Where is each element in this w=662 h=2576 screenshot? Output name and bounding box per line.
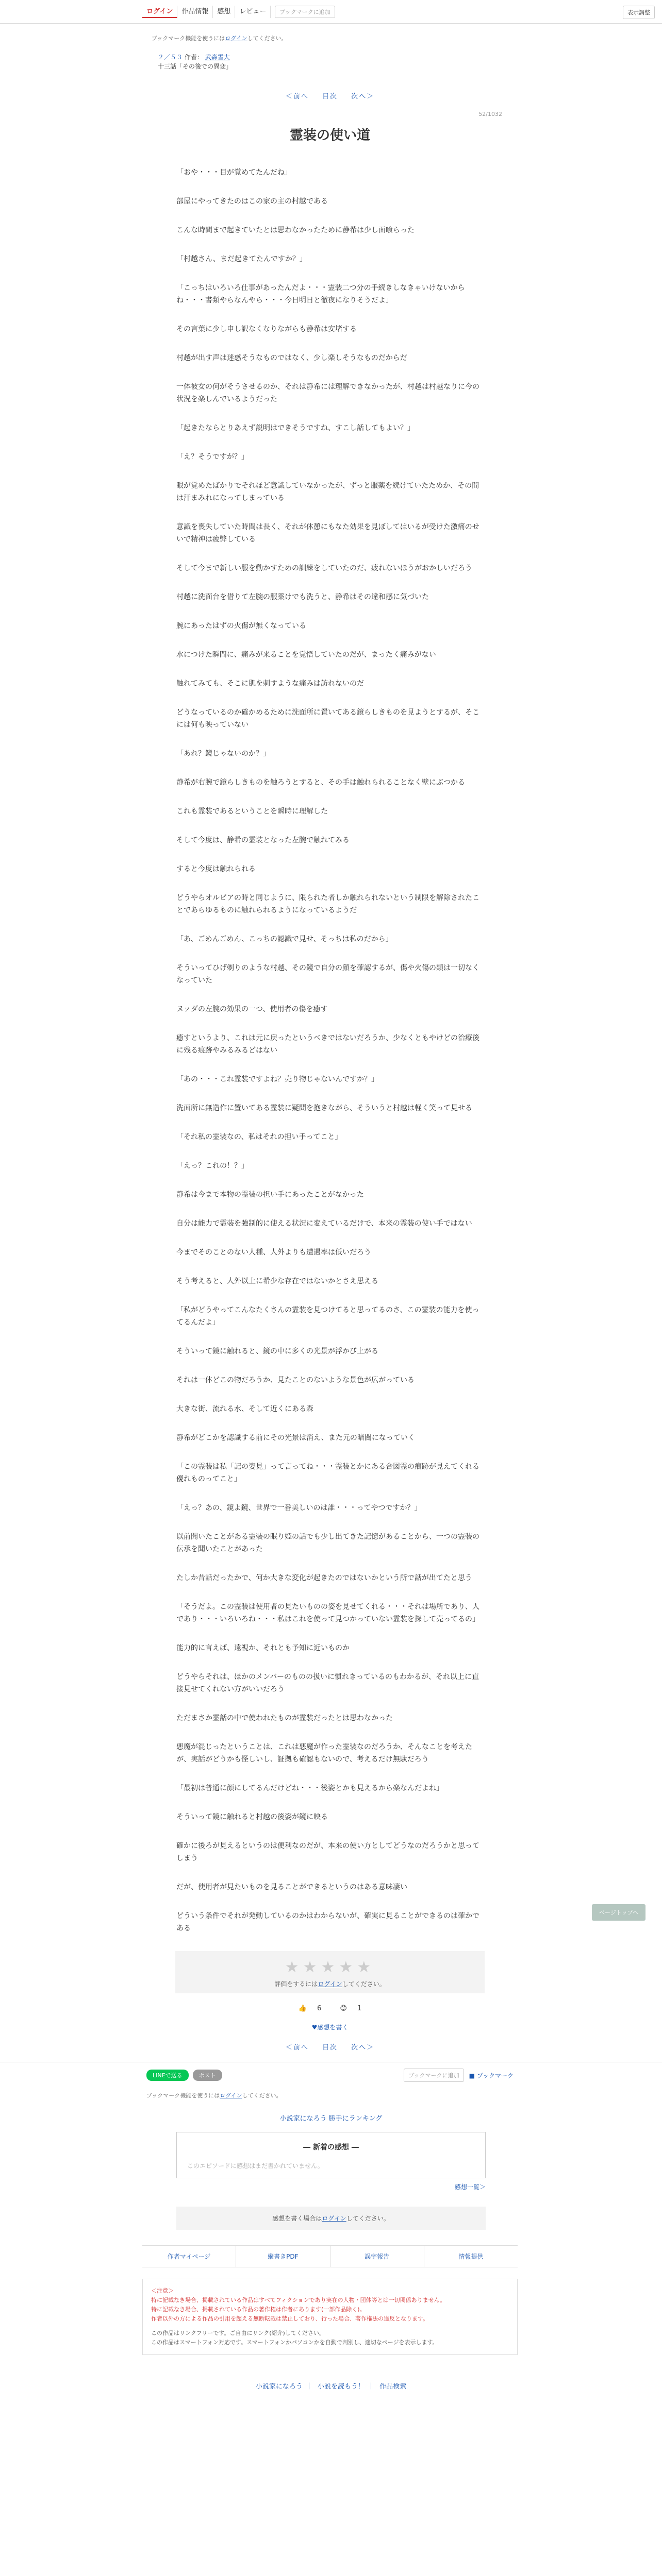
caution-info-2: この作品はスマートフォン対応です。スマートフォンかパソコンかを自動で判別し、適切なページを表示します。	[151, 2339, 438, 2346]
body-paragraph: こんな時間まで起きていたとは思わなかったために静希は少し面喰らった	[176, 226, 415, 234]
like-count: 6	[317, 2005, 322, 2012]
episode-counter[interactable]: ２／５３	[158, 54, 183, 61]
body-paragraph: 「起きたならとりあえず説明はできそうですね、すこし話してもよい？」	[176, 424, 415, 432]
body-paragraph: 以前聞いたことがある霊装の眠り姫の話でも少し出てきた記憶があることから、一つの霊装の伝承を聞いたことがあった	[176, 1533, 479, 1553]
body-paragraph: これも霊装であるということを瞬時に理解した	[176, 807, 328, 816]
author-mypage-link[interactable]: 作者マイページ	[142, 2246, 236, 2267]
caution-box	[142, 2279, 518, 2355]
body-paragraph: 「こっちはいろいろ仕事があったんだよ・・・霊装二つ分の手続きしなきゃいけないからね・・・書類やらなんやら・・・今日明日と徹夜になりそうだよ」	[176, 284, 465, 304]
body-paragraph: 「えっ？これの！？」	[176, 1162, 249, 1170]
body-paragraph: 「あの・・・これ霊装ですよね？売り物じゃないんですか？」	[176, 1075, 378, 1083]
laugh-count: 1	[357, 2005, 362, 2012]
write-impression-link[interactable]: ♥感想を書く	[311, 2024, 349, 2031]
header-nav	[142, 0, 518, 24]
next-link[interactable]: 次へ＞	[351, 93, 375, 100]
rating-stars[interactable]: ★★★★★	[285, 1958, 375, 1976]
rating-note	[175, 1979, 485, 1988]
body-paragraph: 洗面所に無造作に置いてある霊装に疑問を抱きながら、そういうと村越は軽く笑って見せる	[176, 1104, 472, 1112]
body-paragraph: 静希は今まで本物の霊装の担い手にあったことがなかった	[176, 1191, 364, 1199]
notice-bottom-post: してください。	[242, 2092, 282, 2099]
body-paragraph: 「えっ？あの、鏡よ鏡、世界で一番美しいのは誰・・・ってやつですか？」	[176, 1504, 422, 1512]
main-column	[142, 24, 518, 2052]
x-post-button[interactable]: ポスト	[193, 2070, 222, 2081]
body-paragraph: 意識を喪失していた時間は長く、それが休憩にもなた効果を見ぼしてはいるが受けた激痛のせいで精神は疲弊している	[176, 523, 479, 544]
notice-bottom-text: ブックマーク機能を使うには	[146, 2092, 220, 2099]
search-works-link[interactable]: 作品検索	[379, 2383, 407, 2391]
laugh-reaction[interactable]	[336, 2005, 366, 2012]
body-paragraph: ただまさか霊話の中で使われたものが霊装だったとは思わなかった	[176, 1714, 393, 1722]
page-number: 52/1032	[478, 111, 502, 117]
next-link-bottom[interactable]: 次へ＞	[351, 2044, 375, 2052]
reactions	[142, 2005, 518, 2012]
body-paragraph: 村越が出す声は迷惑そうなものではなく、少し楽しそうなものだからだ	[176, 354, 407, 362]
bookmark-login-notice	[142, 24, 518, 42]
typo-report-link[interactable]: 誤字報告	[330, 2246, 424, 2267]
toc-link-bottom[interactable]: 目次	[322, 2044, 338, 2052]
body-paragraph: それは一体どこの物だろうか、見たことのないような景色が広がっている	[176, 1376, 415, 1384]
line-share-button[interactable]: LINEで送る	[146, 2070, 189, 2081]
vertical-pdf-link[interactable]: 縦書きPDF	[236, 2246, 330, 2267]
like-reaction[interactable]	[294, 2005, 326, 2012]
body-paragraph: 今までそのことのない人種、人外よりも遭遇率は低いだろう	[176, 1248, 371, 1257]
body-paragraph: 癒すというより、これは元に戻ったというべきではないだろうか、少なくともやけどの治療後に残る痕跡やみるみるどはない	[176, 1034, 479, 1055]
notice-login-link[interactable]: ログイン	[225, 35, 247, 42]
bookmark-add-button[interactable]: ブックマークに追加	[275, 6, 335, 18]
ranking-link[interactable]: 小説家になろう 勝手にランキング	[279, 2115, 383, 2123]
author-link[interactable]: 武森雪大	[205, 54, 230, 61]
body-paragraph: そういって鏡に触れると、鏡の中に多くの光景が浮かび上がる	[176, 1347, 378, 1355]
notice-bottom-login-link[interactable]: ログイン	[220, 2092, 242, 2099]
site-home-link[interactable]: 小説家になろう	[255, 2383, 303, 2391]
author-label: 作者：	[184, 54, 203, 61]
body-paragraph: 「あれ？鏡じゃないのか？」	[176, 750, 270, 758]
rating-box	[175, 1951, 485, 1993]
body-paragraph: 自分は能力で霊装を強制的に使える状況に変えているだけで、本来の霊装の使い手ではない	[176, 1219, 472, 1228]
body-paragraph: 眼が覚めたばかりでそれほど意識していなかったが、ずっと服薬を続けていたためか、その間は汗まみれになってしまっている	[176, 482, 479, 502]
thumbs-up-icon: 👍	[298, 2005, 307, 2012]
body-paragraph: ヌァダの左腕の効果の一つ、使用者の傷を癒す	[176, 1005, 328, 1013]
body-paragraph: 「私がどうやってこんなたくさんの霊装を見つけてると思ってるのさ、この霊装の能力を使ってるんだよ」	[176, 1306, 479, 1327]
footer-links	[142, 2245, 518, 2267]
info-provide-link[interactable]: 情報提供	[458, 2253, 484, 2260]
body-paragraph: 水につけた瞬間に、痛みが来ることを覚悟していたのだが、まったく痛みがない	[176, 651, 436, 659]
share-bar	[142, 2062, 518, 2088]
notice-text-post: してください。	[247, 35, 287, 42]
body-paragraph: たしか昔話だったかで、何か大きな変化が起きたのではないかという所で話が出てたと思う	[176, 1574, 472, 1582]
body-paragraph: そういってひげ剃りのような村越、その鏡で自分の顔を確認するが、傷や火傷の類は一切なくなっていた	[176, 964, 479, 985]
toc-link[interactable]: 目次	[322, 93, 338, 100]
body-paragraph: そして今度は、静希の霊装となった左腕で触れてみる	[176, 836, 350, 844]
body-paragraph: どういう条件でそれが発動しているのかはわからないが、確実に見ることができるのは確かである	[176, 1912, 479, 1933]
bookmark-add-button-bottom[interactable]: ブックマークに追加	[404, 2069, 464, 2082]
body-paragraph: 「そうだよ。この霊装は使用者の見たいものの姿を見せてくれる・・・それは場所であり、人であり・・・いろいろね・・・私はこれを使って見つかっていない霊装を探して売ってるの」	[176, 1603, 479, 1623]
body-paragraph: すると今度は触れられる	[176, 865, 256, 873]
body-paragraph: 確かに後ろが見えるというのは便利なのだが、本来の使い方としてどうなのだろうかと思ってしまう	[176, 1842, 479, 1862]
caution-line-1: 特に記載なき場合、掲載されている作品はすべてフィクションであり実在の人物・団体等とは一切関係ありません。	[151, 2297, 446, 2303]
body-paragraph: 「最初は普通に顔にしてるんだけどね・・・後姿とかも見えるから楽なんだよね」	[176, 1784, 443, 1792]
chapter-subtitle: 十三話「その後での異変」	[158, 63, 233, 70]
new-impressions-box	[176, 2132, 486, 2178]
body-paragraph: 「この霊装は私「記の姿見」って言ってね・・・霊装とかにある合図霊の痕跡が見えてくれる優れものってこと」	[176, 1463, 479, 1483]
body-paragraph: どうなっているのか確かめるために洗面所に置いてある鏡らしきものを見ようとするが、そこには何も映っていない	[176, 708, 479, 729]
caution-line-3: 作者以外の方による作品の引用を超える無断転載は禁止しており、行った場合、著作権法の違反となります。	[151, 2315, 429, 2322]
body-paragraph: どうやらそれは、ほかのメンバーのものの扱いに慣れきっているのもわかるが、それ以上に直接見せてくれない方がいいだろう	[176, 1673, 479, 1693]
bottom-nav: 小説家になろう ｜ 小説を読もう！ ｜ 作品検索	[255, 2383, 407, 2391]
rating-login-link[interactable]: ログイン	[318, 1980, 342, 1988]
rating-note-post: してください。	[342, 1980, 386, 1988]
login-box-link[interactable]: ログイン	[322, 2215, 346, 2222]
read-novels-link[interactable]: 小説を読もう！	[317, 2383, 365, 2391]
body-paragraph: 悪魔が混じったということは、これは悪魔が作った霊装なのだろうか、そんなことを考えたが、実話がどうかも怪しいし、証拠も確認もないので、考えるだけ無駄だろう	[176, 1743, 472, 1764]
top-header	[0, 0, 662, 24]
body-paragraph: 触れてみても、そこに肌を刺すような痛みは訪れないのだ	[176, 680, 364, 688]
body-paragraph: 大きな街、流れる水、そして近くにある森	[176, 1405, 313, 1413]
bookmark-login-notice-bottom	[142, 2088, 518, 2103]
new-impressions-empty: このエピソードに感想はまだ書かれていません。	[187, 2162, 324, 2170]
bookmark-icon: ■	[469, 2072, 475, 2079]
rating-note-text: 評価をするには	[274, 1980, 318, 1988]
prev-link[interactable]: ＜前へ	[285, 93, 309, 100]
prev-link-bottom[interactable]: ＜前へ	[285, 2044, 309, 2052]
episode-meta	[142, 42, 518, 71]
nav-work-info[interactable]: 作品情報	[177, 6, 213, 18]
body-paragraph: だが、使用者が見たいものを見ることができるというのはある意味凄い	[176, 1883, 407, 1891]
login-link[interactable]: ログイン	[142, 6, 177, 18]
body-paragraph: 「あ、ごめんごめん、こっちの認識で見せ、そっちは私のだから」	[176, 935, 393, 943]
episode-pager-bottom	[142, 2042, 518, 2052]
body-paragraph: 能力的に言えば、遠視か、それとも予知に近いものか	[176, 1644, 350, 1652]
body-paragraph: 「村越さん、まだ起きてたんですか？」	[176, 255, 307, 263]
body-paragraph: 静希が右腕で鏡らしきものを触ろうとすると、その手は触れられることなく壁にぶつかる	[176, 778, 465, 787]
body-paragraph: 「え？そうですが？」	[176, 453, 249, 461]
episode-pager-top	[142, 91, 518, 100]
body-paragraph: 村越に洗面台を借りて左腕の服薬けでも洗うと、静希はその違和感に気づいた	[176, 593, 429, 601]
body-paragraph: そういって鏡に触れると村越の後姿が鏡に映る	[176, 1813, 328, 1821]
novel-body	[142, 166, 518, 1935]
impression-login-box	[176, 2207, 486, 2230]
login-box-post: してください。	[346, 2215, 390, 2222]
caution-line-2: 特に記載なき場合、掲載されている作品の著作権は作者にあります(一部作品除く)。	[151, 2306, 366, 2313]
caution-info-1: この作品はリンクフリーです。ご自由にリンク(紹介)してください。	[151, 2330, 325, 2336]
impressions-list-link[interactable]: 感想一覧＞	[454, 2183, 486, 2191]
body-paragraph: 「それ私の霊装なの、私はそれの担い手ってこと」	[176, 1133, 342, 1141]
smile-icon: 😊	[340, 2005, 347, 2012]
body-paragraph: 一体彼女の何がそうさせるのか、それは静希には理解できなかったが、村越は村越なりに今の状況を楽しんでいるようだった	[176, 383, 479, 403]
nav-review[interactable]: レビュー	[235, 6, 271, 18]
caution-heading: ＜注意＞	[151, 2287, 174, 2294]
bookmark-button[interactable]	[469, 2071, 514, 2080]
body-paragraph: 静希がどこかを認識する前にその光景は消え、また元の暗闇になっていく	[176, 1434, 415, 1442]
body-paragraph: 「おや・・・目が覚めてたんだね」	[176, 168, 292, 177]
display-settings-button[interactable]: 表示調整	[623, 6, 655, 19]
login-box-text: 感想を書く場合は	[272, 2215, 322, 2222]
body-paragraph: そして今まで新しい服を動かすための訓練をしていたのだ、疲れないほうがおかしいだろう	[176, 564, 472, 572]
nav-impressions[interactable]: 感想	[213, 6, 235, 18]
page-top-button[interactable]: ページトップへ	[592, 1904, 646, 1921]
body-paragraph: 腕にあったはずの火傷が無くなっている	[176, 622, 306, 630]
notice-text: ブックマーク機能を使うには	[152, 35, 225, 42]
body-paragraph: その言葉に少し申し訳なくなりながらも静希は安堵する	[176, 325, 357, 333]
bookmark-label: ブックマーク	[476, 2072, 514, 2079]
new-impressions-heading: ― 新着の感想 ―	[303, 2143, 359, 2151]
chapter-title: 霊装の使い道	[289, 128, 370, 143]
body-paragraph: どうやらオルビアの時と同じように、限られた者しか触れられないという制限を解除されたことであらゆるものに触れられるようになっているようだ	[176, 894, 479, 914]
body-paragraph: 部屋にやってきたのはこの家の主の村越である	[176, 197, 328, 206]
body-paragraph: そう考えると、人外以上に希少な存在ではないかとさえ思える	[176, 1277, 378, 1285]
